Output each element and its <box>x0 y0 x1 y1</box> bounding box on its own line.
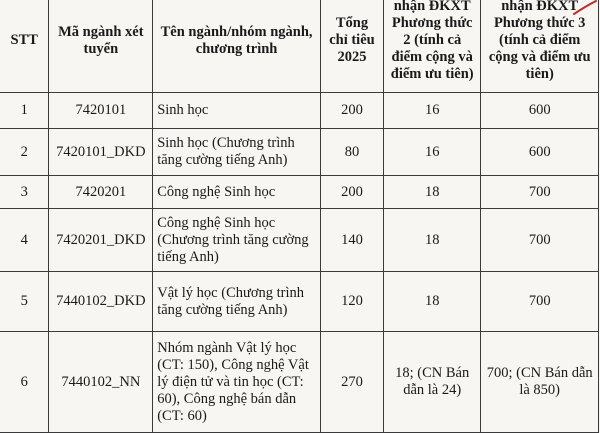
header-method2: nhận ĐKXT Phương thức 2 (tính cả điểm cộng và điểm ưu tiên) <box>384 0 481 93</box>
cell-name: Nhóm ngành Vật lý học (CT: 150), Công nghệ Vật lý điện tử và tin học (CT: 60), Công nghệ bán dẫn (CT: 60) <box>153 332 321 433</box>
cell-stt: 6 <box>0 332 49 433</box>
cell-method3: 600 <box>481 93 599 129</box>
cell-quota: 120 <box>320 272 383 332</box>
cell-stt: 3 <box>0 176 49 209</box>
cell-name: Vật lý học (Chương trình tăng cường tiếng Anh) <box>153 272 321 332</box>
table-row <box>0 332 599 433</box>
table-row <box>0 93 599 129</box>
cell-name: Công nghệ Sinh học (Chương trình tăng cường tiếng Anh) <box>153 209 321 272</box>
cell-stt: 1 <box>0 93 49 129</box>
cell-code: 7440102_NN <box>49 332 153 433</box>
cell-method3: 700; (CN Bán dẫn là 850) <box>481 332 599 433</box>
table-row <box>0 129 599 176</box>
cell-method2: 18 <box>384 272 481 332</box>
cell-method2: 18 <box>384 176 481 209</box>
cell-name: Công nghệ Sinh học <box>153 176 321 209</box>
cell-name: Sinh học <box>153 93 321 129</box>
table-row <box>0 272 599 332</box>
cell-method3: 700 <box>481 209 599 272</box>
header-code: Mã ngành xét tuyển <box>49 0 153 93</box>
cell-stt: 4 <box>0 209 49 272</box>
cell-stt: 2 <box>0 129 49 176</box>
header-name: Tên ngành/nhóm ngành, chương trình <box>153 0 321 93</box>
header-quota: Tổng chỉ tiêu 2025 <box>320 0 383 93</box>
cell-code: 7440102_DKD <box>49 272 153 332</box>
cell-method2: 16 <box>384 93 481 129</box>
cell-method3: 700 <box>481 176 599 209</box>
cell-quota: 80 <box>320 129 383 176</box>
cell-method2: 18; (CN Bán dẫn là 24) <box>384 332 481 433</box>
cell-quota: 200 <box>320 93 383 129</box>
cell-quota: 200 <box>320 176 383 209</box>
table-row <box>0 176 599 209</box>
cell-quota: 270 <box>320 332 383 433</box>
table-row <box>0 209 599 272</box>
cell-code: 7420101 <box>49 93 153 129</box>
cell-method3: 600 <box>481 129 599 176</box>
table-header-row <box>0 0 599 93</box>
cell-code: 7420201_DKD <box>49 209 153 272</box>
cell-code: 7420101_DKD <box>49 129 153 176</box>
cell-method2: 18 <box>384 209 481 272</box>
cell-code: 7420201 <box>49 176 153 209</box>
cell-quota: 140 <box>320 209 383 272</box>
cell-stt: 5 <box>0 272 49 332</box>
header-stt: STT <box>0 0 49 93</box>
header-method3: nhận ĐKXT Phương thức 3 (tính cả điểm cộng và điểm ưu tiên) <box>481 0 599 93</box>
cell-method3: 700 <box>481 272 599 332</box>
cell-name: Sinh học (Chương trình tăng cường tiếng Anh) <box>153 129 321 176</box>
cell-method2: 16 <box>384 129 481 176</box>
